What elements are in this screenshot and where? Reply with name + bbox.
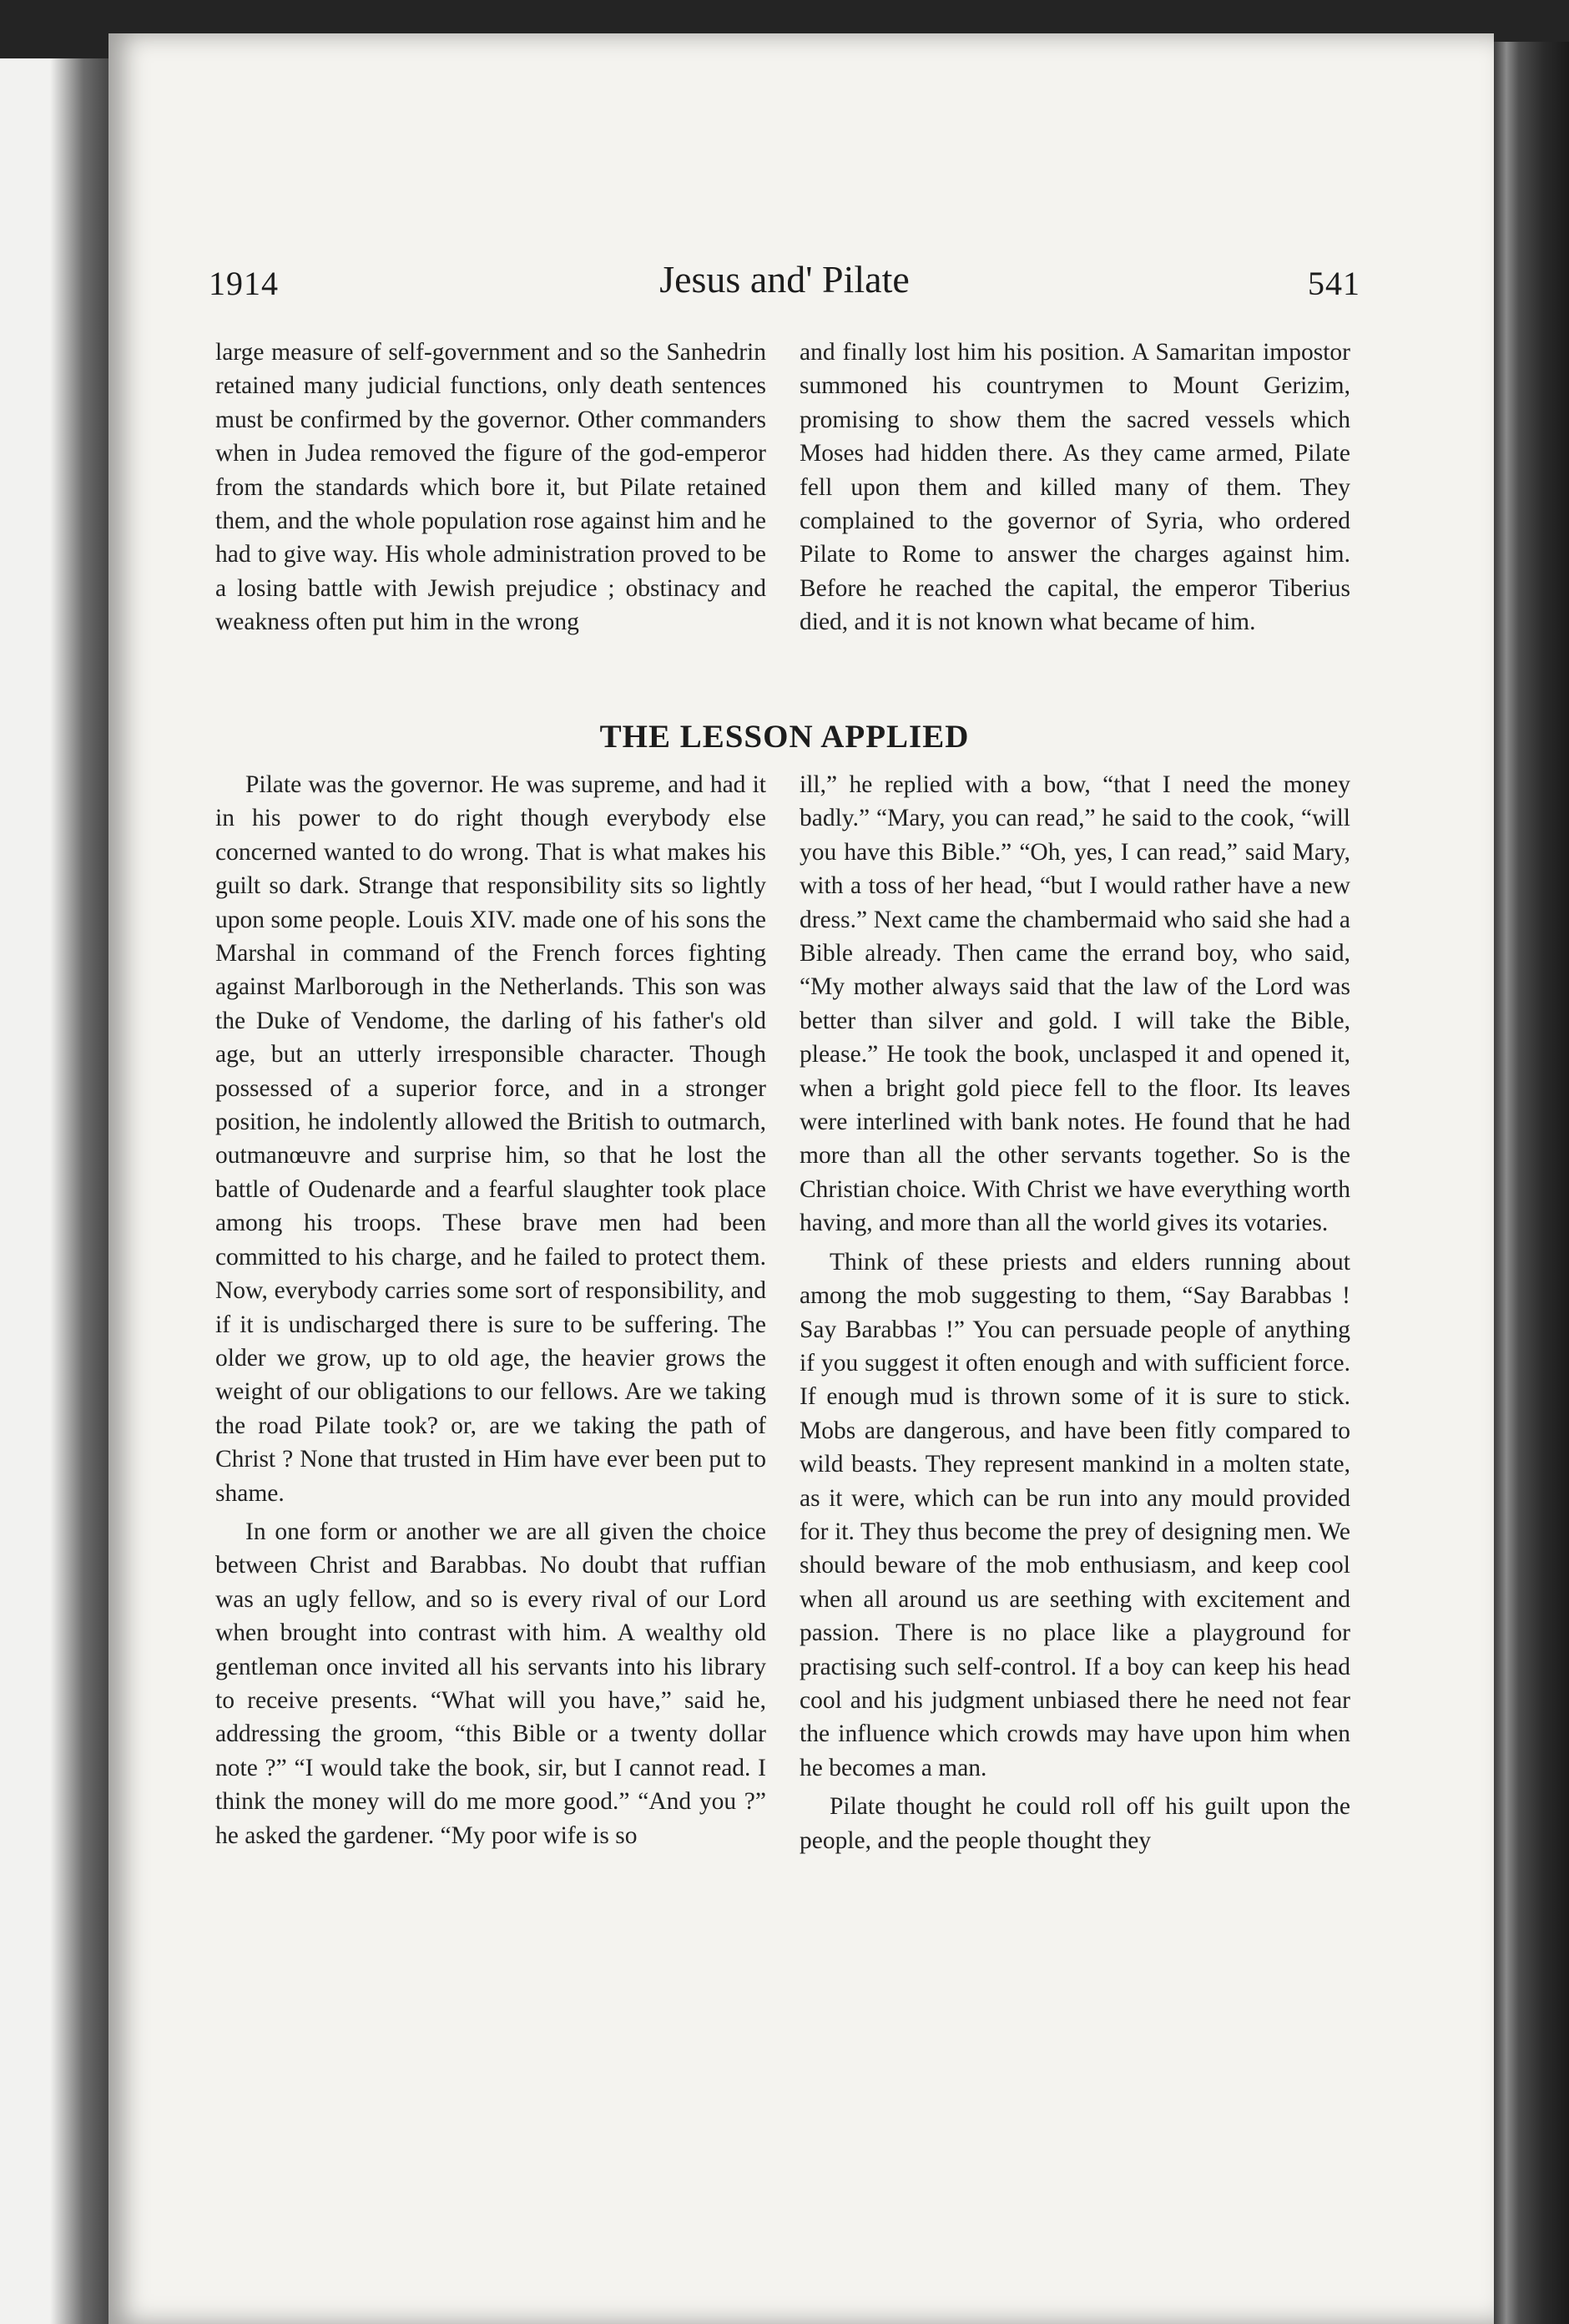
running-header xyxy=(209,257,1360,307)
header-year: 1914 xyxy=(209,265,279,302)
paragraph: large measure of self-government and so the Sanhedrin retained many judicial functions, only death sentences must be confirmed by the governor. Other commanders when in Judea removed the figure of the god-emperor from the standards which bore it, but Pilate retained them, and the whole population rose against him and he had to give way. His whole administration proved to be a losing battle with Jewish prejudice ; obstinacy and weakness often put him in the wrong xyxy=(215,339,766,636)
running-title: Jesus and' Pilate xyxy=(659,258,910,301)
left-page-edge xyxy=(0,58,117,2324)
section-heading: THE LESSON APPLIED xyxy=(599,719,970,755)
bottom-right-column xyxy=(800,768,1350,1857)
paragraph: In one form or another we are all given the choice between Christ and Barabbas. No doubt that ruffian was an ugly fellow, and so is every rival of our Lord when brought into contrast with him. A wealthy old gentleman once invited all his servants into his library to receive presents. “What will you have,” said he, addressing the groom, “this Bible or a twenty dollar note ?” “I would take the book, sir, but I cannot read. I think the money will do me more good.” “And you ?” he asked the gardener. “My poor wife is so xyxy=(215,1518,766,1849)
top-left-column xyxy=(215,336,766,639)
page-number: 541 xyxy=(1308,265,1360,302)
top-right-column xyxy=(800,336,1350,639)
right-page-edge xyxy=(1494,42,1569,2324)
paragraph: Pilate thought he could roll off his guilt upon the people, and the people thought they xyxy=(800,1793,1350,1854)
bottom-left-column xyxy=(215,768,766,1852)
paragraph: Pilate was the governor. He was supreme, and had it in his power to do right though everybody else concerned wanted to do wrong. That is what makes his guilt so dark. Strange that responsibility sits so lightly upon some people. Louis XIV. made one of his sons the Marshal in command of the French forces fighting against Marlborough in the Netherlands. This son was the Duke of Vendome, the darling of his father's old age, but an utterly irresponsible character. Though possessed of a superior force, and in a stronger position, he indolently allowed the British to outmarch, outmanœuvre and surprise him, so that he lost the battle of Oudenarde and a fearful slaughter took place among his troops. These brave men had been committed to his charge, and he failed to protect them. Now, everybody carries some sort of responsibility, and if it is undischarged there is sure to be suffering. The older we grow, up to old age, the heavier grows the weight of our obligations to our fellows. Are we taking the road Pilate took? or, are we taking the path of Christ ? None that trusted in Him have ever been put to shame. xyxy=(215,771,766,1507)
paragraph: ill,” he replied with a bow, “that I need the money badly.” “Mary, you can read,” he said to the cook, “will you have this Bible.” “Oh, yes, I can read,” said Mary, with a toss of her head, “but I would rather have a new dress.” Next came the chambermaid who said she had a Bible already. Then came the errand boy, who said, “My mother always said that the law of the Lord was better than silver and gold. I will take the Bible, please.” He took the book, unclasped it and opened it, when a bright gold piece fell to the floor. Its leaves were interlined with bank notes. He found that he had more than all the other servants together. So is the Christian choice. With Christ we have everything worth having, and more than all the world gives its votaries. xyxy=(800,771,1350,1237)
paragraph: Think of these priests and elders running about among the mob suggesting to them, “Say Barabbas ! Say Barabbas !” You can persuade people of anything if you suggest it often enough and with sufficient force. If enough mud is thrown some of it is sure to stick. Mobs are dangerous, and have been fitly compared to wild beasts. They represent mankind in a molten state, as it were, which can be run into any mould provided for it. They thus become the prey of designing men. We should beware of the mob enthusiasm, and keep cool when all around us are seething with excitement and passion. There is no place like a playground for practising such self-control. If a boy can keep his head cool and his judgment unbiased there he need not fear the influence which crowds may have upon him when he becomes a man. xyxy=(800,1248,1350,1781)
paragraph: and finally lost him his position. A Samaritan impostor summoned his countrymen to Mount Gerizim, promising to show them the sacred vessels which Moses had hidden there. As they came armed, Pilate fell upon them and killed many of them. They complained to the governor of Syria, who ordered Pilate to Rome to answer the charges against him. Before he reached the capital, the emperor Tiberius died, and it is not known what became of him. xyxy=(800,339,1350,636)
